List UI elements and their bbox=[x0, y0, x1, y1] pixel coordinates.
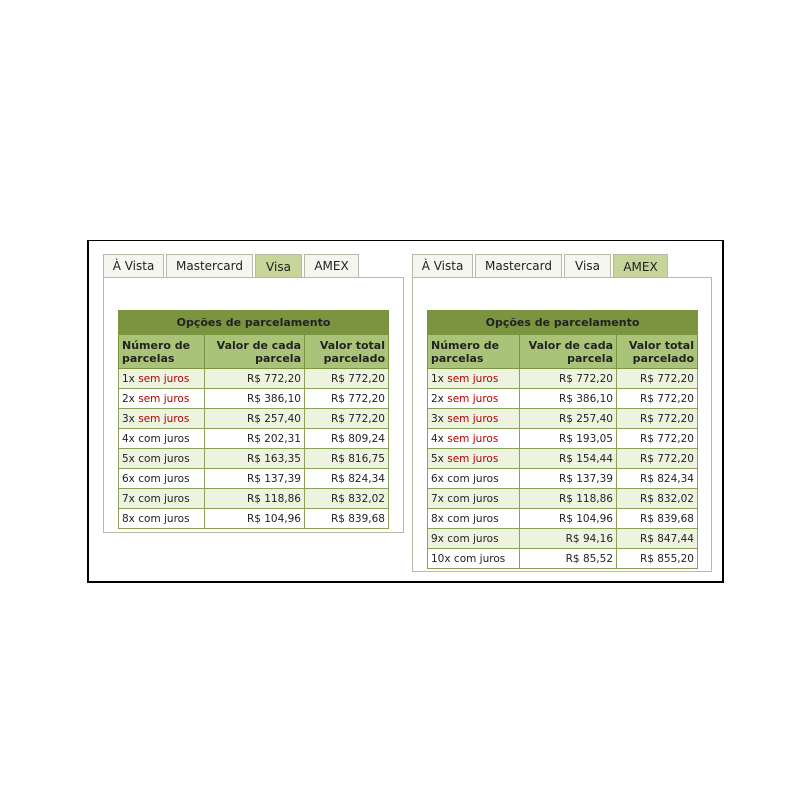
interest-label: com juros bbox=[138, 432, 190, 445]
interest-label: sem juros bbox=[447, 432, 499, 445]
table-row bbox=[119, 449, 389, 469]
cell-valor-parcela: R$ 137,39 bbox=[205, 469, 305, 489]
installment-count: 6x bbox=[431, 472, 444, 485]
table-row bbox=[428, 509, 698, 529]
cell-num-parcelas bbox=[428, 529, 520, 549]
cell-num-parcelas bbox=[428, 489, 520, 509]
cell-valor-total: R$ 772,20 bbox=[617, 389, 698, 409]
table-row bbox=[119, 509, 389, 529]
tab-visa[interactable] bbox=[564, 254, 611, 277]
installment-count: 5x bbox=[122, 452, 135, 465]
cell-valor-total: R$ 772,20 bbox=[617, 369, 698, 389]
cell-valor-total: R$ 839,68 bbox=[305, 509, 389, 529]
cell-num-parcelas bbox=[119, 429, 205, 449]
cell-num-parcelas bbox=[119, 489, 205, 509]
installment-count: 5x bbox=[431, 452, 444, 465]
installment-count: 8x bbox=[122, 512, 135, 525]
tab-label: Visa bbox=[266, 259, 291, 274]
cell-valor-total: R$ 772,20 bbox=[305, 389, 389, 409]
cell-num-parcelas bbox=[428, 369, 520, 389]
cell-num-parcelas bbox=[119, 389, 205, 409]
tab-label: AMEX bbox=[623, 259, 658, 274]
tab-a-vista[interactable] bbox=[412, 254, 473, 277]
installment-count: 10x bbox=[431, 552, 451, 565]
interest-label: sem juros bbox=[447, 392, 499, 405]
cell-valor-parcela: R$ 163,35 bbox=[205, 449, 305, 469]
cell-valor-total: R$ 772,20 bbox=[617, 409, 698, 429]
cell-valor-total: R$ 772,20 bbox=[305, 409, 389, 429]
cell-valor-parcela: R$ 202,31 bbox=[205, 429, 305, 449]
screenshot-frame bbox=[87, 240, 724, 583]
interest-label: com juros bbox=[138, 492, 190, 505]
tab-label: À Vista bbox=[421, 259, 464, 273]
cell-valor-parcela: R$ 137,39 bbox=[520, 469, 617, 489]
table-row bbox=[119, 469, 389, 489]
cell-num-parcelas bbox=[428, 549, 520, 569]
table-row bbox=[428, 549, 698, 569]
cell-valor-total: R$ 772,20 bbox=[617, 449, 698, 469]
cell-num-parcelas bbox=[428, 469, 520, 489]
table-row bbox=[119, 389, 389, 409]
tab-panel bbox=[103, 277, 404, 533]
tab-label: À Vista bbox=[112, 259, 155, 273]
cell-valor-parcela: R$ 94,16 bbox=[520, 529, 617, 549]
cell-valor-parcela: R$ 118,86 bbox=[205, 489, 305, 509]
installment-count: 4x bbox=[431, 432, 444, 445]
cell-valor-total: R$ 832,02 bbox=[617, 489, 698, 509]
installment-count: 8x bbox=[431, 512, 444, 525]
interest-label: com juros bbox=[453, 552, 506, 565]
cell-valor-parcela: R$ 772,20 bbox=[520, 369, 617, 389]
tab-panel bbox=[412, 277, 712, 572]
interest-label: com juros bbox=[447, 472, 499, 485]
cell-valor-total: R$ 824,34 bbox=[305, 469, 389, 489]
table-row bbox=[119, 409, 389, 429]
cell-valor-total: R$ 816,75 bbox=[305, 449, 389, 469]
installments-widget-visa bbox=[103, 254, 404, 533]
cell-valor-parcela: R$ 257,40 bbox=[205, 409, 305, 429]
table-row bbox=[428, 489, 698, 509]
cell-valor-total: R$ 855,20 bbox=[617, 549, 698, 569]
cell-valor-total: R$ 839,68 bbox=[617, 509, 698, 529]
cell-num-parcelas bbox=[428, 509, 520, 529]
table-row bbox=[428, 429, 698, 449]
table-row bbox=[428, 389, 698, 409]
installments-table bbox=[427, 310, 698, 569]
tab-mastercard[interactable] bbox=[166, 254, 253, 277]
tab-label: Mastercard bbox=[175, 259, 243, 273]
installment-count: 4x bbox=[122, 432, 135, 445]
interest-label: com juros bbox=[447, 532, 499, 545]
installment-count: 6x bbox=[122, 472, 135, 485]
interest-label: sem juros bbox=[447, 372, 499, 385]
cell-valor-parcela: R$ 85,52 bbox=[520, 549, 617, 569]
cell-valor-total: R$ 772,20 bbox=[617, 429, 698, 449]
interest-label: com juros bbox=[138, 472, 190, 485]
cell-num-parcelas bbox=[119, 449, 205, 469]
cell-valor-parcela: R$ 118,86 bbox=[520, 489, 617, 509]
cell-valor-total: R$ 809,24 bbox=[305, 429, 389, 449]
installments-table bbox=[118, 310, 389, 529]
interest-label: sem juros bbox=[447, 452, 499, 465]
tab-label: Visa bbox=[575, 259, 600, 273]
tab-mastercard[interactable] bbox=[475, 254, 562, 277]
installment-count: 2x bbox=[431, 392, 444, 405]
cell-num-parcelas bbox=[428, 409, 520, 429]
cell-valor-total: R$ 832,02 bbox=[305, 489, 389, 509]
tab-amex[interactable] bbox=[304, 254, 359, 277]
cell-valor-parcela: R$ 386,10 bbox=[205, 389, 305, 409]
installment-count: 7x bbox=[431, 492, 444, 505]
installment-count: 1x bbox=[431, 372, 444, 385]
cell-num-parcelas bbox=[428, 389, 520, 409]
cell-num-parcelas bbox=[119, 469, 205, 489]
interest-label: sem juros bbox=[138, 412, 190, 425]
installment-count: 1x bbox=[122, 372, 135, 385]
tab-label: AMEX bbox=[314, 259, 349, 273]
installment-count: 3x bbox=[122, 412, 135, 425]
cell-num-parcelas bbox=[119, 369, 205, 389]
cell-num-parcelas bbox=[119, 509, 205, 529]
installments-widget-amex bbox=[412, 254, 712, 572]
header-valor-total: Valor total parcelado bbox=[305, 335, 389, 369]
table-row bbox=[428, 409, 698, 429]
table-row bbox=[119, 489, 389, 509]
table-row bbox=[428, 449, 698, 469]
header-valor-parcela: Valor de cada parcela bbox=[520, 335, 617, 369]
header-valor-parcela: Valor de cada parcela bbox=[205, 335, 305, 369]
header-num-parcelas: Número de parcelas bbox=[428, 335, 520, 369]
cell-valor-parcela: R$ 104,96 bbox=[205, 509, 305, 529]
cell-num-parcelas bbox=[428, 429, 520, 449]
cell-num-parcelas bbox=[119, 409, 205, 429]
cell-valor-parcela: R$ 772,20 bbox=[205, 369, 305, 389]
tab-amex[interactable] bbox=[613, 254, 668, 278]
installment-count: 7x bbox=[122, 492, 135, 505]
tab-visa[interactable] bbox=[255, 254, 302, 278]
table-row bbox=[428, 369, 698, 389]
interest-label: com juros bbox=[447, 492, 499, 505]
installment-count: 9x bbox=[431, 532, 444, 545]
table-row bbox=[428, 469, 698, 489]
cell-valor-parcela: R$ 154,44 bbox=[520, 449, 617, 469]
interest-label: com juros bbox=[138, 512, 190, 525]
interest-label: sem juros bbox=[447, 412, 499, 425]
header-num-parcelas: Número de parcelas bbox=[119, 335, 205, 369]
interest-label: sem juros bbox=[138, 372, 190, 385]
cell-valor-parcela: R$ 386,10 bbox=[520, 389, 617, 409]
header-valor-total: Valor total parcelado bbox=[617, 335, 698, 369]
cell-valor-parcela: R$ 104,96 bbox=[520, 509, 617, 529]
tab-a-vista[interactable] bbox=[103, 254, 164, 277]
table-title: Opções de parcelamento bbox=[119, 311, 389, 335]
table-row bbox=[428, 529, 698, 549]
cell-valor-total: R$ 847,44 bbox=[617, 529, 698, 549]
interest-label: sem juros bbox=[138, 392, 190, 405]
interest-label: com juros bbox=[447, 512, 499, 525]
tab-label: Mastercard bbox=[484, 259, 552, 273]
interest-label: com juros bbox=[138, 452, 190, 465]
cell-valor-parcela: R$ 193,05 bbox=[520, 429, 617, 449]
cell-valor-total: R$ 824,34 bbox=[617, 469, 698, 489]
table-row bbox=[119, 429, 389, 449]
installment-count: 2x bbox=[122, 392, 135, 405]
cell-valor-total: R$ 772,20 bbox=[305, 369, 389, 389]
installment-count: 3x bbox=[431, 412, 444, 425]
cell-num-parcelas bbox=[428, 449, 520, 469]
table-title: Opções de parcelamento bbox=[428, 311, 698, 335]
cell-valor-parcela: R$ 257,40 bbox=[520, 409, 617, 429]
table-row bbox=[119, 369, 389, 389]
